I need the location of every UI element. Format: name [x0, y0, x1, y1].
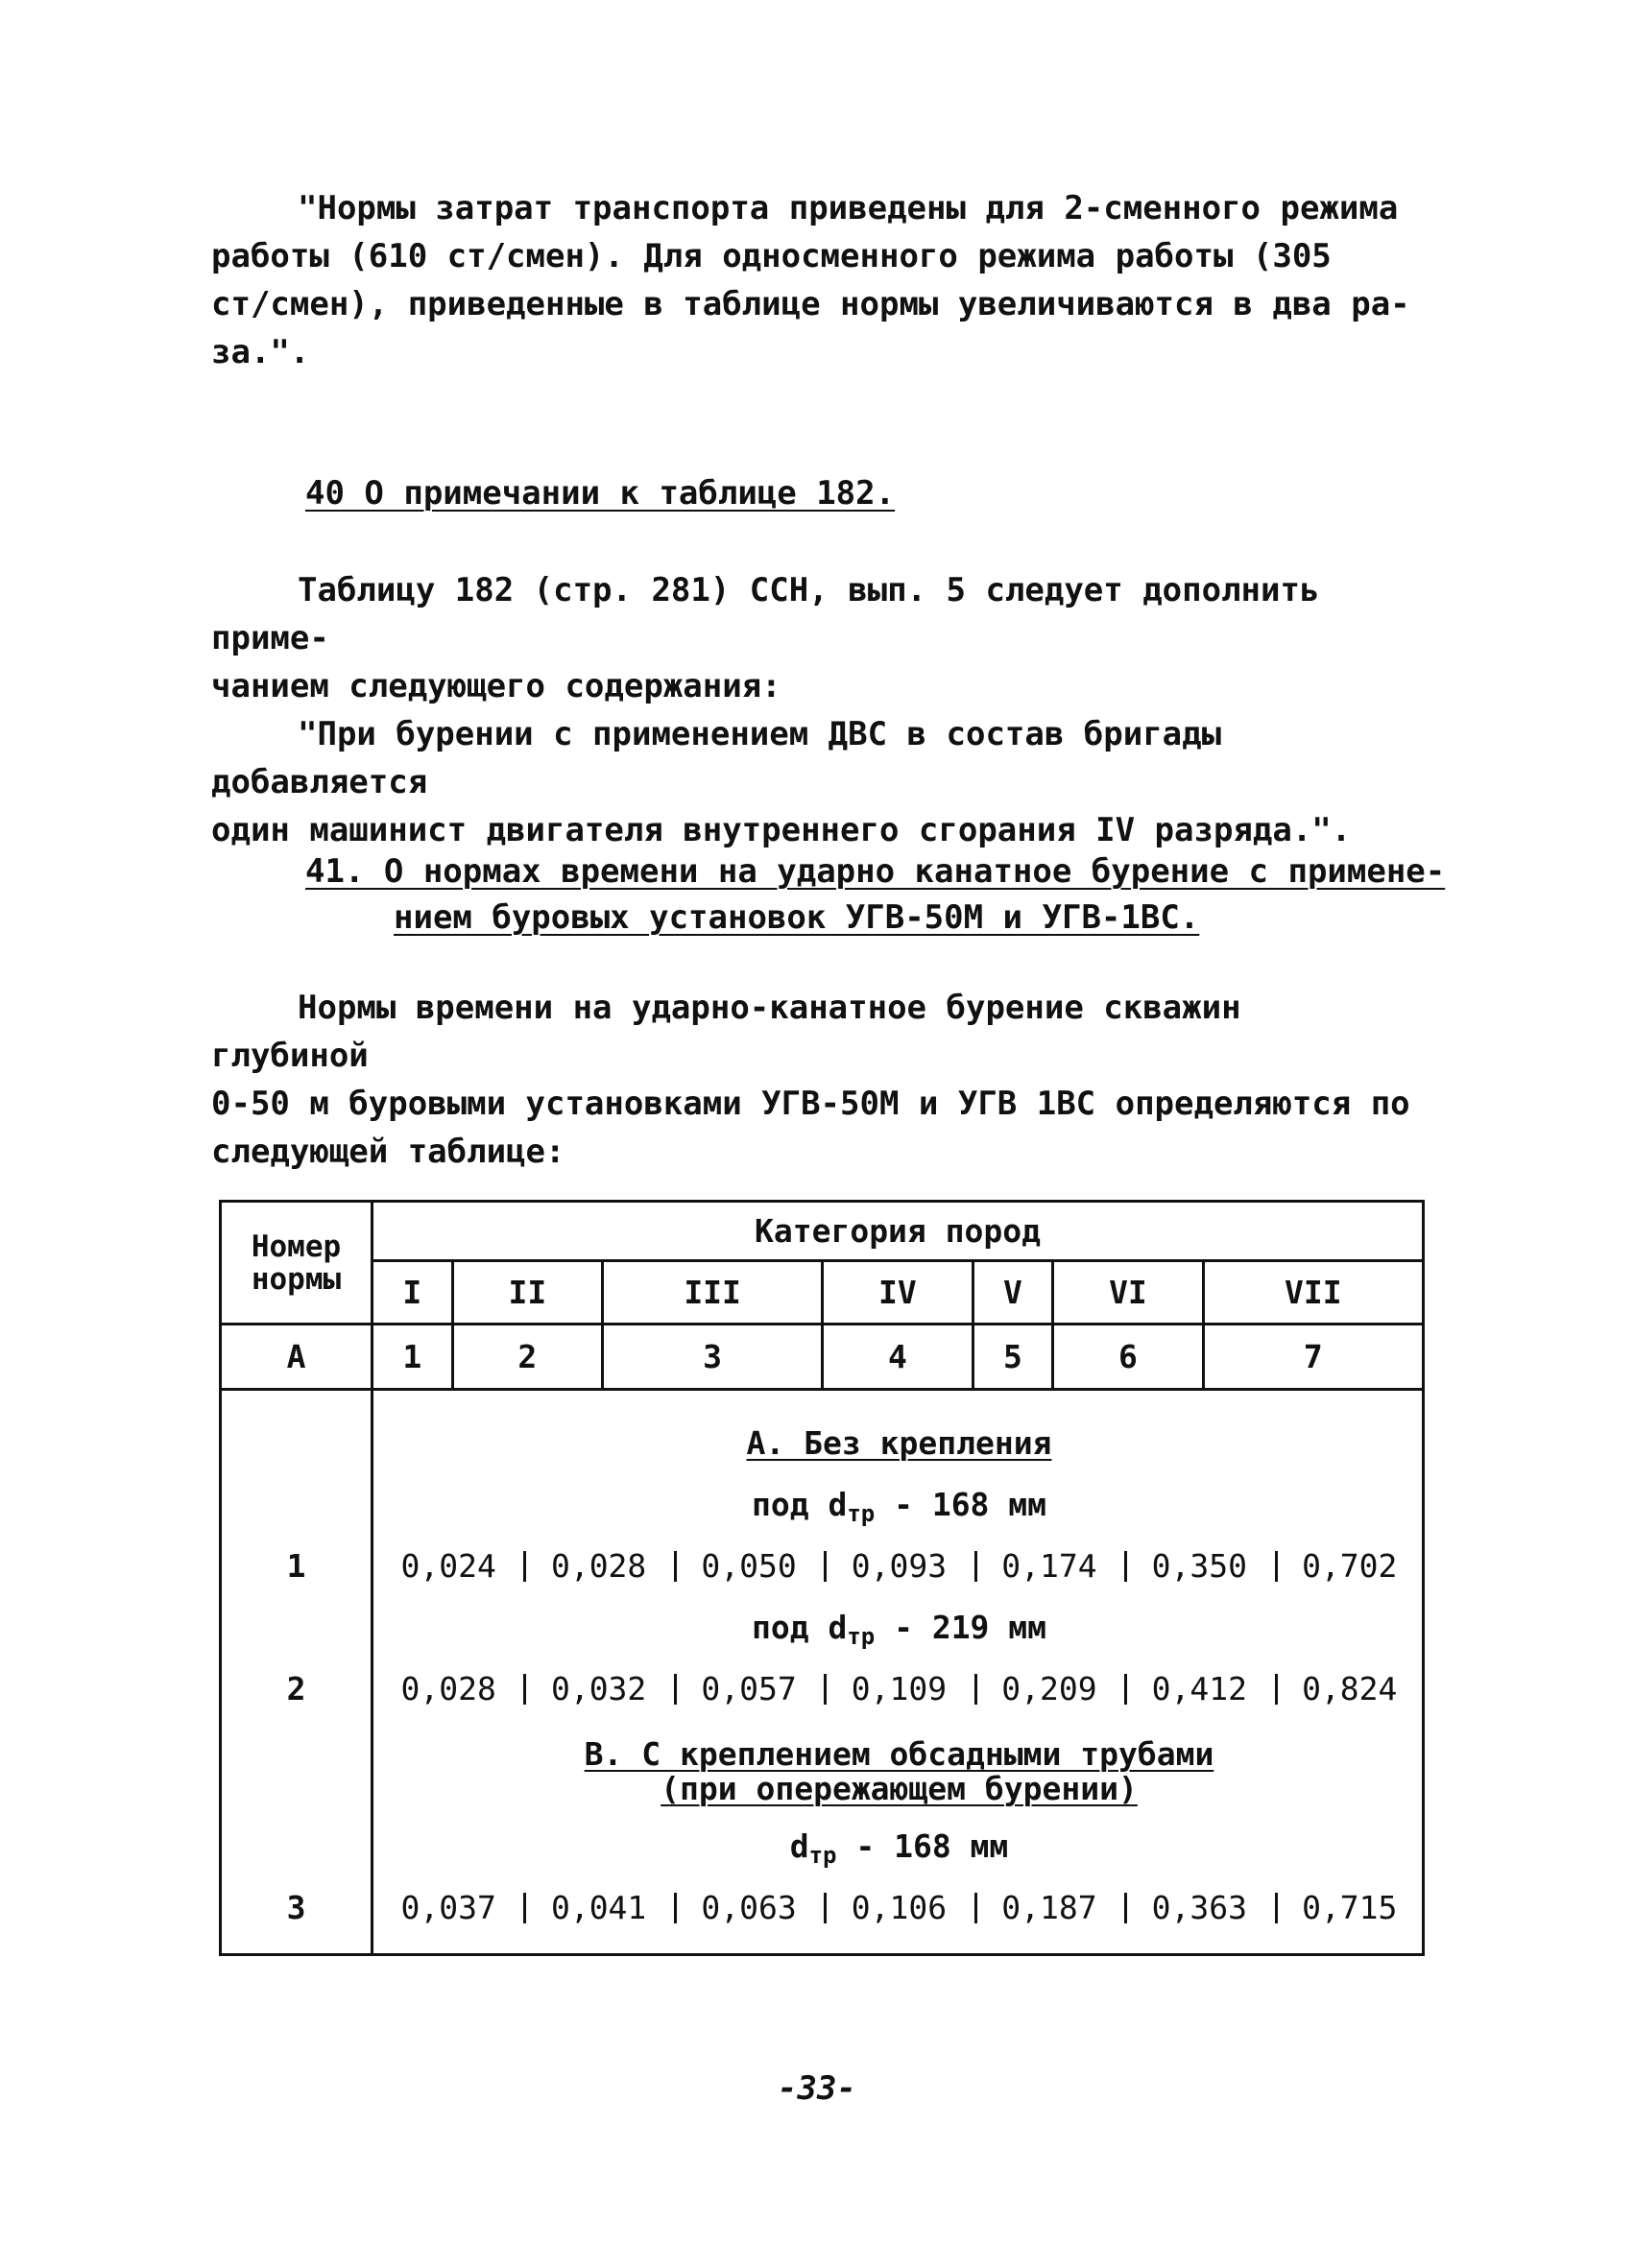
- paragraph-transport-norms: [211, 184, 1411, 376]
- value-cell: 0,715: [1275, 1889, 1425, 1926]
- sub3-suffix: тр: [808, 1842, 837, 1869]
- value-cell: 0,041: [523, 1889, 673, 1926]
- section41-line3: следующей таблице:: [211, 1133, 565, 1171]
- category-cell: I: [372, 1261, 453, 1325]
- value-cell: 0,209: [974, 1670, 1124, 1707]
- para1-line4: за.".: [211, 333, 310, 371]
- section-41-heading-line2: нием буровых установок УГВ-50М и УГВ-1ВС.: [394, 898, 1200, 937]
- paragraph-section-40: [211, 566, 1411, 854]
- table-row-2: [373, 1670, 1425, 1707]
- para1-line3: ст/смен), приведенные в таблице нормы увеличиваются в два ра-: [211, 285, 1410, 323]
- category-row: [221, 1261, 1424, 1325]
- value-cell: 0,187: [974, 1889, 1124, 1926]
- sub1-value: - 168 мм: [875, 1486, 1047, 1523]
- section40-line1: Таблицу 182 (стр. 281) ССН, вып. 5 следует дополнить приме-: [211, 571, 1320, 657]
- section40-line2: чанием следующего содержания:: [211, 667, 781, 705]
- section-a-diameter-1: [373, 1486, 1425, 1527]
- value-cell: 0,028: [400, 1670, 496, 1707]
- section-41-heading-line1: 41. О нормах времени на ударно канатное бурение с примене-: [305, 852, 1446, 891]
- value-cell: 0,063: [674, 1889, 824, 1926]
- value-cell: 0,702: [1275, 1547, 1425, 1585]
- sub2-label: под d: [751, 1609, 848, 1646]
- value-cell: 0,032: [523, 1670, 673, 1707]
- norms-table: [219, 1200, 1425, 1391]
- para1-line2: работы (610 ст/смен). Для односменного режима работы (305: [211, 237, 1332, 275]
- index-cell: 4: [823, 1325, 973, 1390]
- category-cell: V: [973, 1261, 1053, 1325]
- section41-line2: 0-50 м буровыми установками УГВ-50М и УГВ 1ВС определяются по: [211, 1085, 1410, 1123]
- index-cell: 3: [603, 1325, 823, 1390]
- section-a-title: А. Без крепления: [746, 1424, 1052, 1462]
- index-row: [221, 1325, 1424, 1390]
- table-row-3: [373, 1889, 1425, 1926]
- value-cell: 0,050: [674, 1547, 824, 1585]
- sub2-suffix: тр: [847, 1623, 876, 1650]
- value-cell: 0,057: [674, 1670, 824, 1707]
- section-a-diameter-2: [373, 1609, 1425, 1650]
- value-cell: 0,350: [1124, 1547, 1274, 1585]
- category-cell: II: [452, 1261, 602, 1325]
- index-cell: 7: [1203, 1325, 1423, 1390]
- value-cell: 0,363: [1124, 1889, 1274, 1926]
- section40-line4: один машинист двигателя внутреннего сгорания IV разряда.".: [211, 811, 1352, 849]
- value-cell: 0,824: [1275, 1670, 1425, 1707]
- value-cell: 0,174: [974, 1547, 1124, 1585]
- norm-number-header: Номер нормы: [221, 1202, 372, 1325]
- row-1-number: 1: [286, 1547, 306, 1585]
- value-cell: 0,037: [400, 1889, 496, 1926]
- value-cell: 0,109: [824, 1670, 973, 1707]
- paragraph-section-41: [211, 984, 1411, 1176]
- table-row-1: [373, 1547, 1425, 1585]
- norms-table-body: [219, 1390, 1425, 1956]
- sub1-suffix: тр: [847, 1500, 876, 1527]
- category-header: Категория пород: [372, 1202, 1424, 1261]
- sub3-label: d: [789, 1827, 809, 1865]
- index-cell: 1: [372, 1325, 453, 1390]
- section40-line3: "При бурении с применением ДВС в состав бригады добавляется: [211, 715, 1222, 801]
- index-cell: 6: [1053, 1325, 1203, 1390]
- section-40-heading: 40 О примечании к таблице 182.: [305, 474, 896, 513]
- index-cell: 5: [973, 1325, 1053, 1390]
- value-cell: 0,024: [400, 1547, 496, 1585]
- row-2-number: 2: [286, 1670, 306, 1707]
- category-cell: VII: [1203, 1261, 1423, 1325]
- row-3-number: 3: [286, 1889, 306, 1926]
- sub1-label: под d: [751, 1486, 848, 1523]
- value-cell: 0,028: [523, 1547, 673, 1585]
- sub2-value: - 219 мм: [875, 1609, 1047, 1646]
- category-cell: III: [603, 1261, 823, 1325]
- section-b-title: В. С креплением обсадными трубами: [584, 1735, 1214, 1773]
- section-b-diameter: [373, 1827, 1425, 1869]
- index-cell: 2: [452, 1325, 602, 1390]
- section-b-title-2: (при опережающем бурении): [661, 1770, 1138, 1807]
- value-cell: 0,106: [824, 1889, 973, 1926]
- section41-line1: Нормы времени на ударно-канатное бурение скважин глубиной: [211, 989, 1241, 1075]
- index-cell: А: [221, 1325, 372, 1390]
- category-cell: VI: [1053, 1261, 1203, 1325]
- page-number: -33-: [778, 2069, 856, 2108]
- category-cell: IV: [823, 1261, 973, 1325]
- sub3-value: - 168 мм: [836, 1827, 1009, 1865]
- value-cell: 0,412: [1124, 1670, 1274, 1707]
- para1-line1: "Нормы затрат транспорта приведены для 2-сменного режима: [298, 189, 1399, 227]
- value-cell: 0,093: [824, 1547, 973, 1585]
